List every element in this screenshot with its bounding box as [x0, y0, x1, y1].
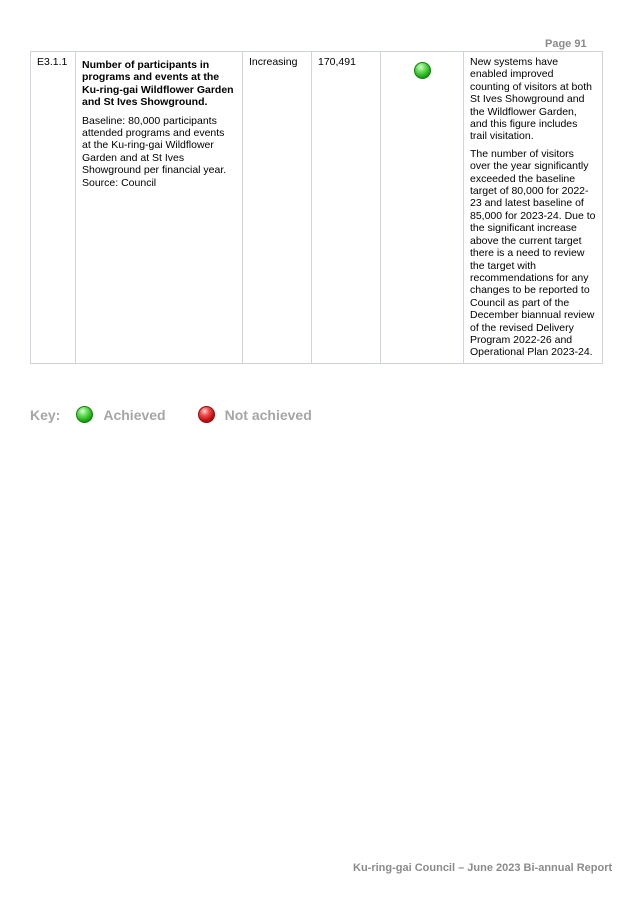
key-item-not-achieved	[198, 406, 312, 423]
result-value: 170,491	[312, 52, 381, 364]
comment-paragraph-2: The number of visitors over the year significantly exceeded the baseline target of 80,000 for 2022-23 and latest baseline of 85,000 for 2023-24. Due to the significant increase above the current target there is a need to review the target with recommendations for any changes to be reported to Council as part of the December biannual review of the revised Delivery Program 2022-26 and Operational Plan 2023-24.	[470, 147, 596, 359]
indicator-code: E3.1.1	[31, 52, 76, 364]
trend-cell: Increasing	[243, 52, 312, 364]
key-not-achieved-label: Not achieved	[224, 406, 312, 423]
key-achieved-label: Achieved	[103, 406, 166, 423]
comment-paragraph-1: New systems have enabled improved counting of visitors at both St Ives Showground and the Wildflower Garden, and this figure includes trail visitation.	[470, 56, 592, 143]
performance-table	[30, 51, 603, 364]
comment-cell	[464, 52, 603, 364]
red-circle-icon	[198, 406, 215, 423]
key-label: Key:	[30, 406, 61, 423]
table-row	[31, 52, 603, 364]
status-key	[30, 406, 344, 423]
page-number: Page 91	[545, 38, 587, 50]
achieved-status-icon	[414, 62, 431, 79]
measure-cell	[76, 52, 243, 364]
measure-baseline: Baseline: 80,000 participants attended programs and events at the Ku-ring-gai Wildflower Garden and at St Ives Showground per financial year. Source: Council	[82, 114, 227, 189]
green-circle-icon	[76, 406, 93, 423]
status-cell	[381, 52, 464, 364]
page-footer: Ku-ring-gai Council – June 2023 Bi-annual Report	[353, 862, 613, 874]
measure-title: Number of participants in programs and events at the Ku-ring-gai Wildflower Garden and St Ives Showground.	[82, 59, 234, 109]
key-item-achieved	[76, 406, 165, 423]
